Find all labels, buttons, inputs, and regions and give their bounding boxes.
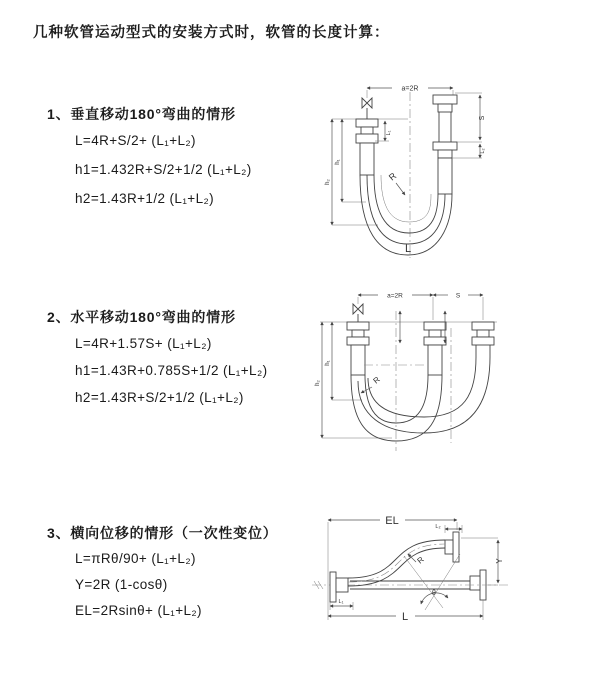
left-flange-fitting (347, 322, 369, 375)
section1-heading: 1、垂直移动180°弯曲的情形 (47, 106, 236, 122)
page-title: 几种软管运动型式的安装方式时，软管的长度计算： (33, 25, 390, 41)
valve-icon (353, 304, 363, 322)
length-label: L (401, 611, 409, 623)
angle-construction (404, 554, 460, 610)
section2-formula-h1: h1=1.43R+0.785S+1/2 (L₁+L₂) (75, 363, 268, 378)
radius-label: R (371, 374, 382, 386)
section2-heading: 2、水平移动180°弯曲的情形 (47, 309, 236, 325)
dim-label-s: S (479, 115, 486, 121)
section1-formula-h1: h1=1.432R+S/2+1/2 (L₁+L₂) (75, 162, 252, 177)
dim-label-h2: h₂ (325, 179, 331, 185)
hose-s-curve (348, 540, 445, 586)
radius-label: R (386, 170, 399, 183)
diagram-vertical-180 (308, 62, 588, 267)
section1-formula-L: L=4R+S/2+ (L₁+L₂) (75, 133, 196, 148)
dim-label-l1: L₁ (338, 599, 344, 605)
dim-label-el: EL (385, 515, 399, 527)
section2-formula-L: L=4R+1.57S+ (L₁+L₂) (75, 336, 212, 351)
section2-formula-h2: h2=1.43R+S/2+1/2 (L₁+L₂) (75, 390, 244, 405)
right-flange-fitting (472, 322, 494, 357)
radius-label: R (415, 554, 426, 566)
upper-right-flange (445, 532, 459, 562)
dim-label-h1: h₁ (325, 360, 331, 366)
dimension-l (328, 522, 483, 623)
dim-label-l2: L₂ (435, 524, 441, 530)
middle-flange-fitting (424, 322, 446, 375)
radius-callout (361, 375, 382, 393)
dim-label-l2: L₂ (480, 148, 486, 154)
dimension-s (433, 293, 483, 300)
section3-formula-Y: Y=2R (1-cosθ) (75, 577, 168, 592)
left-flange (330, 572, 348, 602)
dim-label-l1: L₁ (386, 130, 392, 136)
length-label: L (404, 243, 412, 255)
left-flange-fitting (356, 119, 378, 175)
hose-curves (351, 357, 490, 441)
radius-callout (387, 170, 405, 195)
section3-heading: 3、横向位移的情形（一次性变位） (47, 525, 278, 541)
right-flange-fitting (433, 95, 457, 194)
dim-label-s: S (455, 292, 461, 300)
dim-label-h2: h₂ (315, 380, 321, 386)
valve-icon (362, 98, 372, 119)
section3-formula-EL: EL=2Rsinθ+ (L₁+L₂) (75, 603, 202, 618)
dim-label-h1: h₁ (335, 159, 341, 165)
angle-label: θ (432, 590, 436, 597)
section3-formula-L: L=πRθ/90+ (L₁+L₂) (75, 551, 196, 566)
radius-callout (408, 554, 426, 566)
dim-label-a2r: a=2R (401, 85, 419, 93)
diagram-horizontal-180 (312, 283, 592, 458)
diagram-lateral-displacement (308, 498, 598, 648)
section1-formula-h2: h2=1.43R+1/2 (L₁+L₂) (75, 191, 215, 206)
dim-label-y: Y (495, 558, 504, 564)
dimension-a2r (358, 293, 433, 300)
dim-label-a2r: a=2R (387, 292, 403, 300)
dimension-s (457, 95, 486, 142)
